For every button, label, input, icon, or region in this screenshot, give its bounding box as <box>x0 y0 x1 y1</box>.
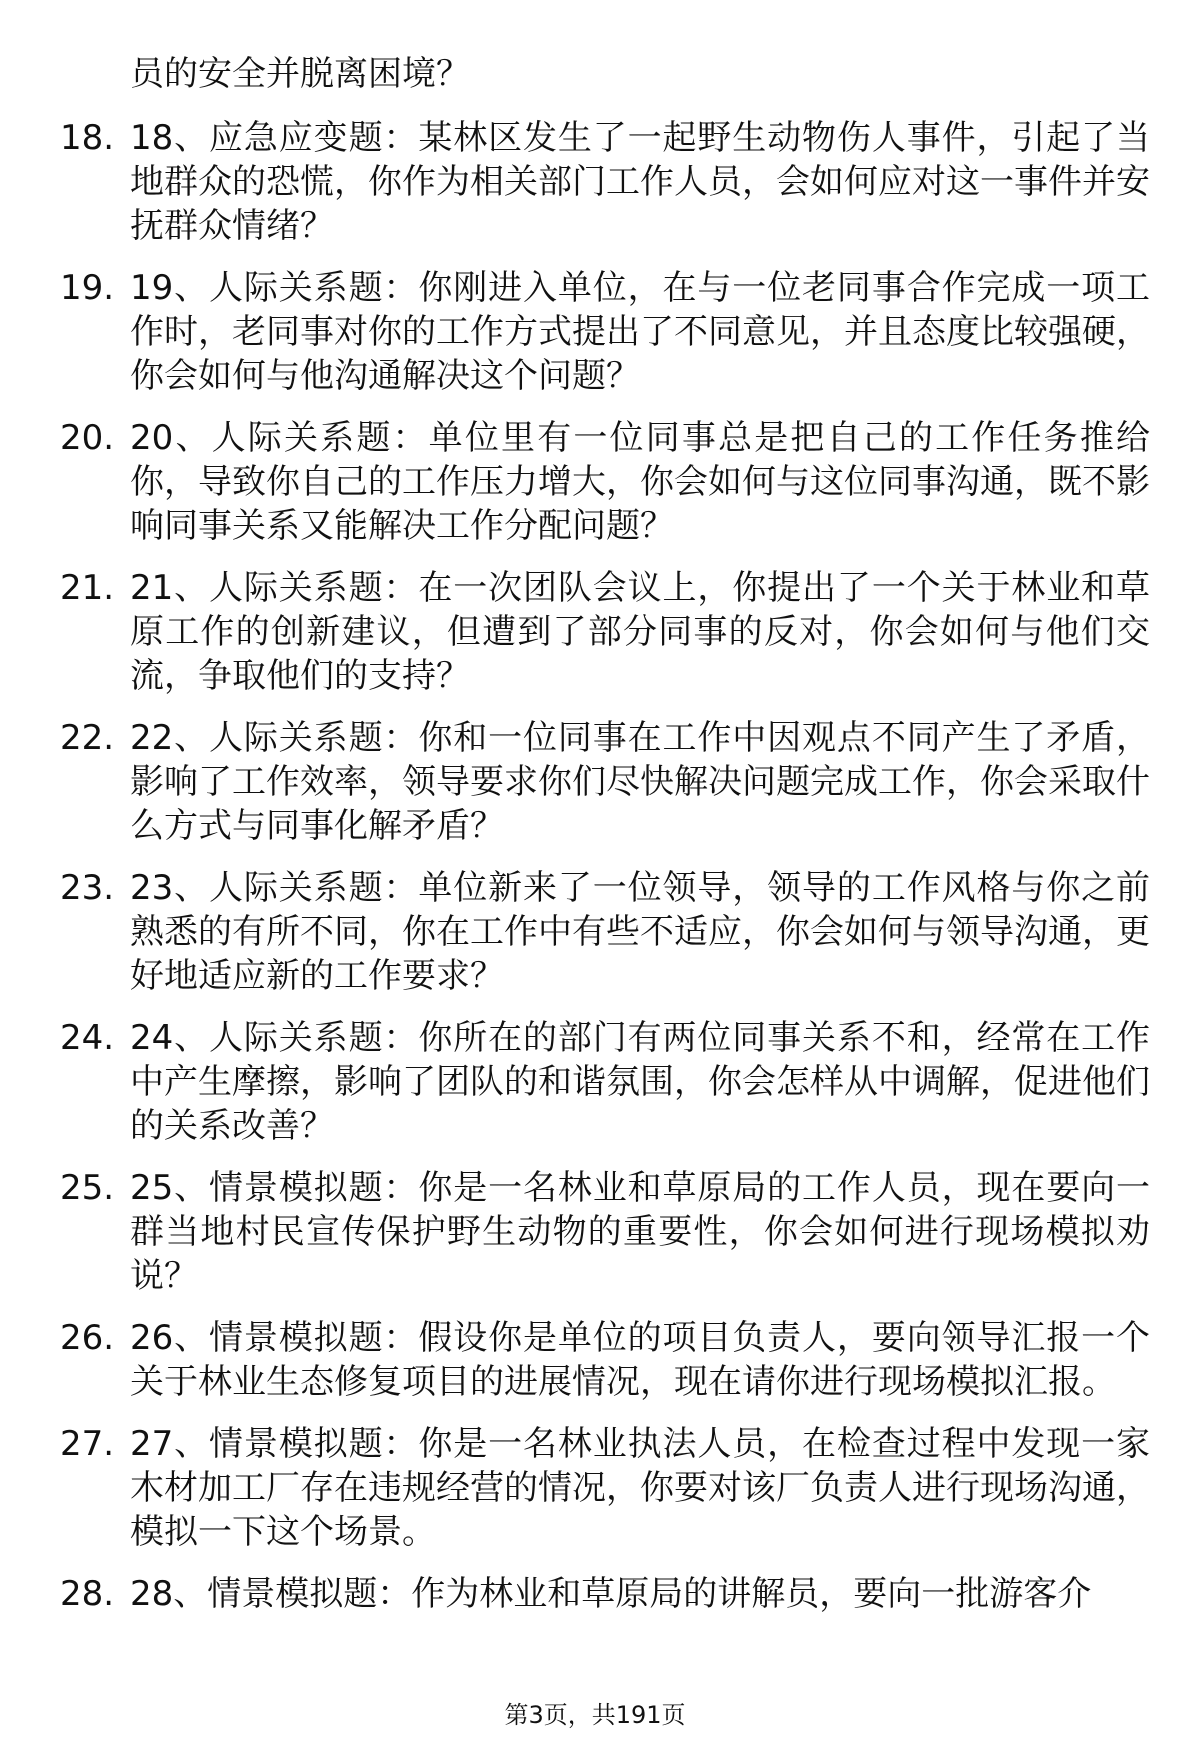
question-item <box>0 1422 1150 1554</box>
question-number: 19. <box>60 268 115 308</box>
question-number: 28. <box>60 1574 115 1614</box>
question-number: 21. <box>60 568 115 608</box>
question-number: 18. <box>60 118 115 158</box>
question-item <box>0 266 1150 398</box>
question-text: 27、情景模拟题：你是一名林业执法人员，在检查过程中发现一家木材加工厂存在违规经营的情况，你要对该厂负责人进行现场沟通，模拟一下这个场景。 <box>130 1424 1150 1552</box>
question-text: 28、情景模拟题：作为林业和草原局的讲解员，要向一批游客介 <box>130 1574 1092 1614</box>
question-item <box>0 566 1150 698</box>
question-item <box>0 1316 1150 1404</box>
question-list <box>0 116 1190 1634</box>
continued-question-text: 员的安全并脱离困境？ <box>130 54 470 94</box>
question-number: 20. <box>60 418 115 458</box>
question-item <box>0 866 1150 998</box>
question-text: 18、应急应变题：某林区发生了一起野生动物伤人事件，引起了当地群众的恐慌，你作为相关部门工作人员，会如何应对这一事件并安抚群众情绪？ <box>130 118 1150 246</box>
question-item <box>0 1572 1150 1616</box>
question-item <box>0 1016 1150 1148</box>
question-number: 22. <box>60 718 115 758</box>
question-item <box>0 716 1150 848</box>
question-item <box>0 116 1150 248</box>
question-text: 20、人际关系题：单位里有一位同事总是把自己的工作任务推给你，导致你自己的工作压力增大，你会如何与这位同事沟通，既不影响同事关系又能解决工作分配问题？ <box>130 418 1150 546</box>
question-number: 27. <box>60 1424 115 1464</box>
question-text: 25、情景模拟题：你是一名林业和草原局的工作人员，现在要向一群当地村民宣传保护野生动物的重要性，你会如何进行现场模拟劝说？ <box>130 1168 1150 1296</box>
question-number: 25. <box>60 1168 115 1208</box>
question-text: 23、人际关系题：单位新来了一位领导，领导的工作风格与你之前熟悉的有所不同，你在工作中有些不适应，你会如何与领导沟通，更好地适应新的工作要求？ <box>130 868 1150 996</box>
question-text: 26、情景模拟题：假设你是单位的项目负责人，要向领导汇报一个关于林业生态修复项目的进展情况，现在请你进行现场模拟汇报。 <box>130 1318 1150 1402</box>
question-text: 19、人际关系题：你刚进入单位，在与一位老同事合作完成一项工作时，老同事对你的工作方式提出了不同意见，并且态度比较强硬，你会如何与他沟通解决这个问题？ <box>130 268 1150 396</box>
question-text: 24、人际关系题：你所在的部门有两位同事关系不和，经常在工作中产生摩擦，影响了团队的和谐氛围，你会怎样从中调解，促进他们的关系改善？ <box>130 1018 1150 1146</box>
question-item <box>0 1166 1150 1298</box>
question-number: 24. <box>60 1018 115 1058</box>
question-text: 22、人际关系题：你和一位同事在工作中因观点不同产生了矛盾，影响了工作效率，领导要求你们尽快解决问题完成工作，你会采取什么方式与同事化解矛盾？ <box>130 718 1150 846</box>
page-footer: 第3页，共191页 <box>504 1701 686 1729</box>
question-number: 26. <box>60 1318 115 1358</box>
question-text: 21、人际关系题：在一次团队会议上，你提出了一个关于林业和草原工作的创新建议，但遭到了部分同事的反对，你会如何与他们交流，争取他们的支持？ <box>130 568 1150 696</box>
question-number: 23. <box>60 868 115 908</box>
question-item <box>0 416 1150 548</box>
